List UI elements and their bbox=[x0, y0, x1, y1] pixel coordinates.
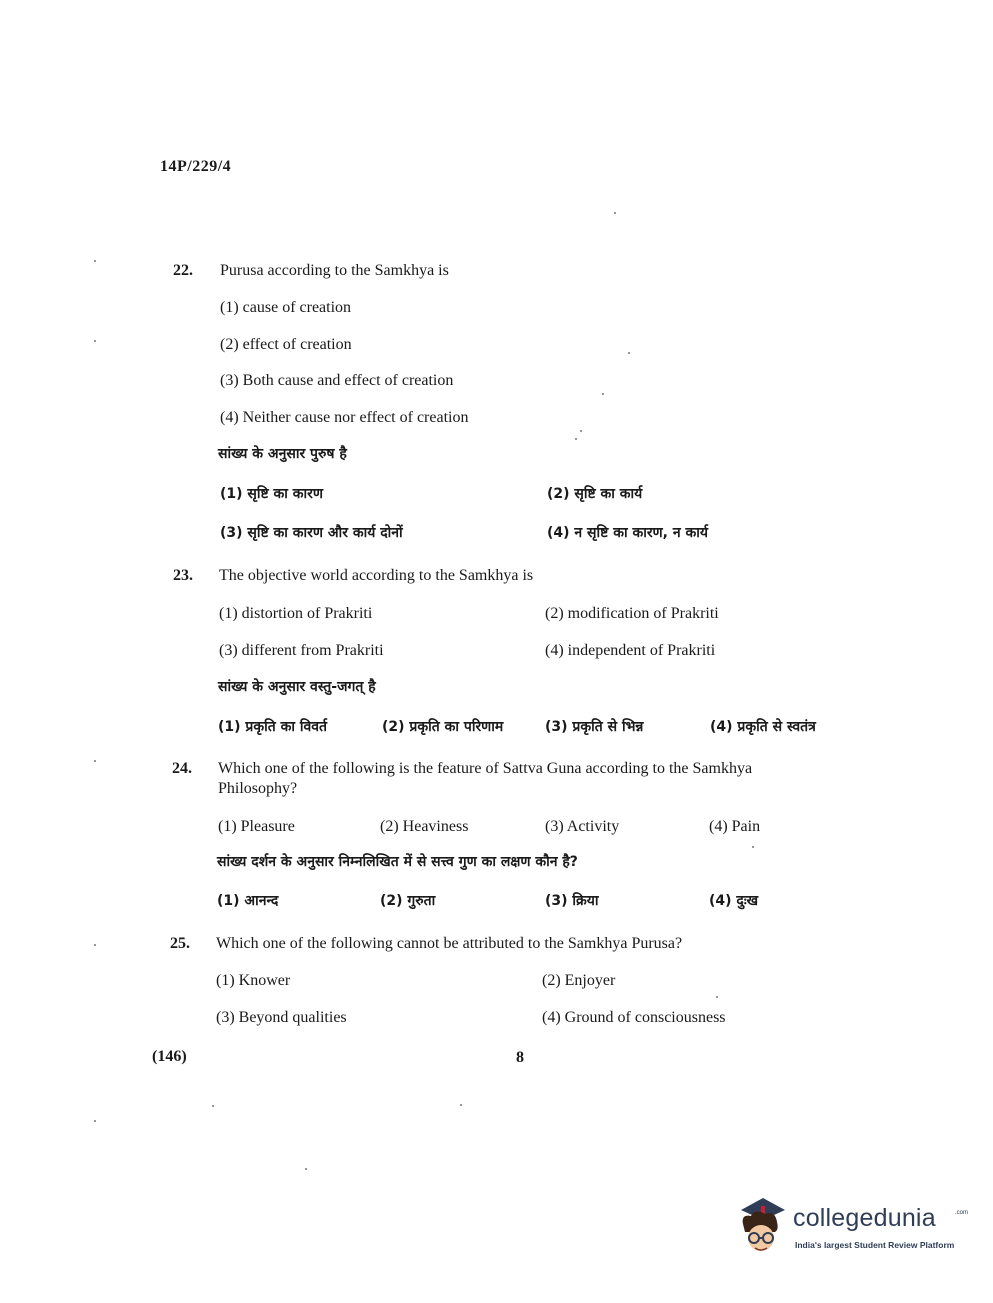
hindi-option-3: (3) सृष्टि का कारण और कार्य दोनों bbox=[220, 525, 403, 541]
option-1: (1) Knower bbox=[216, 972, 291, 989]
option-1: (1) cause of creation bbox=[220, 299, 352, 316]
page-number: 8 bbox=[516, 1049, 524, 1066]
hindi-option-2: (2) प्रकृति का परिणाम bbox=[382, 719, 504, 735]
question-text: The objective world according to the Samkhya is bbox=[219, 567, 534, 584]
option-4: (4) Neither cause nor effect of creation bbox=[220, 409, 469, 426]
option-3: (3) Both cause and effect of creation bbox=[220, 372, 454, 389]
option-3: (3) Activity bbox=[545, 818, 620, 835]
question-text: Which one of the following cannot be attributed to the Samkhya Purusa? bbox=[216, 935, 683, 952]
logo-name: collegedunia bbox=[793, 1204, 936, 1232]
question-number: 25. bbox=[170, 935, 190, 952]
hindi-option-1: (1) आनन्द bbox=[217, 893, 279, 909]
option-1: (1) distortion of Prakriti bbox=[219, 605, 373, 622]
question-number: 23. bbox=[173, 567, 193, 584]
question-text-line-1: Which one of the following is the feature of Sattva Guna according to the Samkhya bbox=[218, 760, 753, 777]
hindi-option-1: (1) प्रकृति का विवर्त bbox=[218, 719, 328, 735]
student-mascot-icon bbox=[735, 1196, 791, 1256]
question-number: 22. bbox=[173, 262, 193, 279]
hindi-question-text: सांख्य के अनुसार पुरुष है bbox=[218, 446, 347, 462]
hindi-option-4: (4) न सृष्टि का कारण, न कार्य bbox=[547, 525, 709, 541]
question-text: Purusa according to the Samkhya is bbox=[220, 262, 449, 279]
option-4: (4) Ground of consciousness bbox=[542, 1009, 726, 1026]
option-2: (2) Heaviness bbox=[380, 818, 469, 835]
hindi-option-3: (3) प्रकृति से भिन्न bbox=[545, 719, 644, 735]
option-2: (2) modification of Prakriti bbox=[545, 605, 719, 622]
option-4: (4) Pain bbox=[709, 818, 761, 835]
collegedunia-logo bbox=[735, 1196, 969, 1256]
hindi-option-2: (2) सृष्टि का कार्य bbox=[547, 486, 643, 502]
question-text-line-2: Philosophy? bbox=[218, 780, 298, 797]
hindi-option-1: (1) सृष्टि का कारण bbox=[220, 486, 324, 502]
question-number: 24. bbox=[172, 760, 192, 777]
logo-tagline: India's largest Student Review Platform bbox=[795, 1240, 955, 1250]
hindi-option-4: (4) दुःख bbox=[709, 893, 759, 909]
hindi-question-text: सांख्य दर्शन के अनुसार निम्नलिखित में से सत्त्व गुण का लक्षण कौन है? bbox=[217, 854, 578, 870]
booklet-code: (146) bbox=[152, 1048, 187, 1065]
option-3: (3) Beyond qualities bbox=[216, 1009, 347, 1026]
hindi-option-3: (3) क्रिया bbox=[545, 893, 599, 909]
option-1: (1) Pleasure bbox=[218, 818, 295, 835]
logo-suffix: .com bbox=[955, 1210, 969, 1216]
hindi-question-text: सांख्य के अनुसार वस्तु-जगत् है bbox=[218, 679, 376, 695]
paper-code: 14P/229/4 bbox=[160, 158, 232, 175]
hindi-option-2: (2) गुरुता bbox=[380, 893, 436, 909]
option-3: (3) different from Prakriti bbox=[219, 642, 384, 659]
hindi-option-4: (4) प्रकृति से स्वतंत्र bbox=[710, 719, 816, 735]
option-4: (4) independent of Prakriti bbox=[545, 642, 716, 659]
option-2: (2) Enjoyer bbox=[542, 972, 616, 989]
option-2: (2) effect of creation bbox=[220, 336, 352, 353]
